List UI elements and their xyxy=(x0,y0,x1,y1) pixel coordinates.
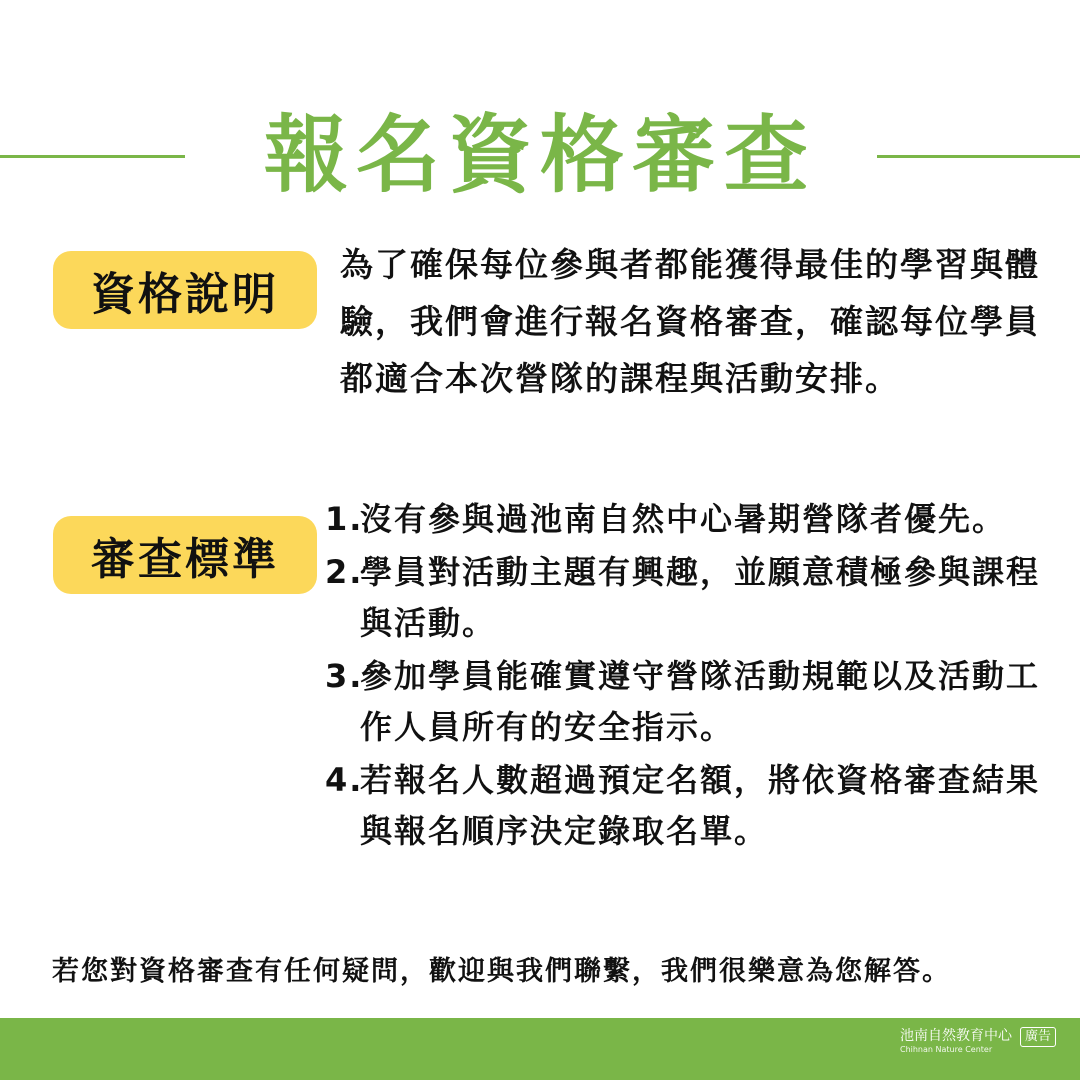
page-title: 報名資格審查 xyxy=(263,106,816,204)
criteria-item-number: 2. xyxy=(325,553,364,591)
qualification-description: 為了確保每位參與者都能獲得最佳的學習與體驗，我們會進行報名資格審查，確認每位學員都適合本次營隊的課程與活動安排。 xyxy=(340,245,1040,398)
criteria-item-text: 沒有參與過池南自然中心暑期營隊者優先。 xyxy=(360,500,1007,538)
footer-bar xyxy=(0,1018,1080,1080)
qualification-label: 資格說明 xyxy=(53,251,317,329)
brand-logo xyxy=(900,1027,1056,1055)
ad-badge: 廣告 xyxy=(1020,1027,1056,1047)
criteria-label: 審查標準 xyxy=(53,516,317,594)
brand-text xyxy=(900,1027,1012,1055)
contact-note: 若您對資格審查有任何疑問，歡迎與我們聯繫，我們很樂意為您解答。 xyxy=(52,956,951,987)
brand-name-en: Chihnan Nature Center xyxy=(899,1045,993,1054)
criteria-item xyxy=(325,651,1055,753)
criteria-item-number: 4. xyxy=(325,761,364,799)
criteria-item xyxy=(325,547,1055,649)
criteria-item xyxy=(325,755,1055,857)
title-divider-left xyxy=(0,155,185,158)
criteria-item xyxy=(325,494,1055,545)
brand-name: 池南自然教育中心 xyxy=(899,1028,1012,1044)
title-divider-right xyxy=(877,155,1080,158)
criteria-item-text: 若報名人數超過預定名額，將依資格審查結果與報名順序決定錄取名單。 xyxy=(360,761,1041,850)
criteria-list xyxy=(325,494,1055,859)
criteria-item-text: 參加學員能確實遵守營隊活動規範以及活動工作人員所有的安全指示。 xyxy=(360,657,1041,746)
criteria-item-number: 1. xyxy=(325,500,364,538)
criteria-item-number: 3. xyxy=(325,657,364,695)
criteria-item-text: 學員對活動主題有興趣，並願意積極參與課程與活動。 xyxy=(360,553,1041,642)
